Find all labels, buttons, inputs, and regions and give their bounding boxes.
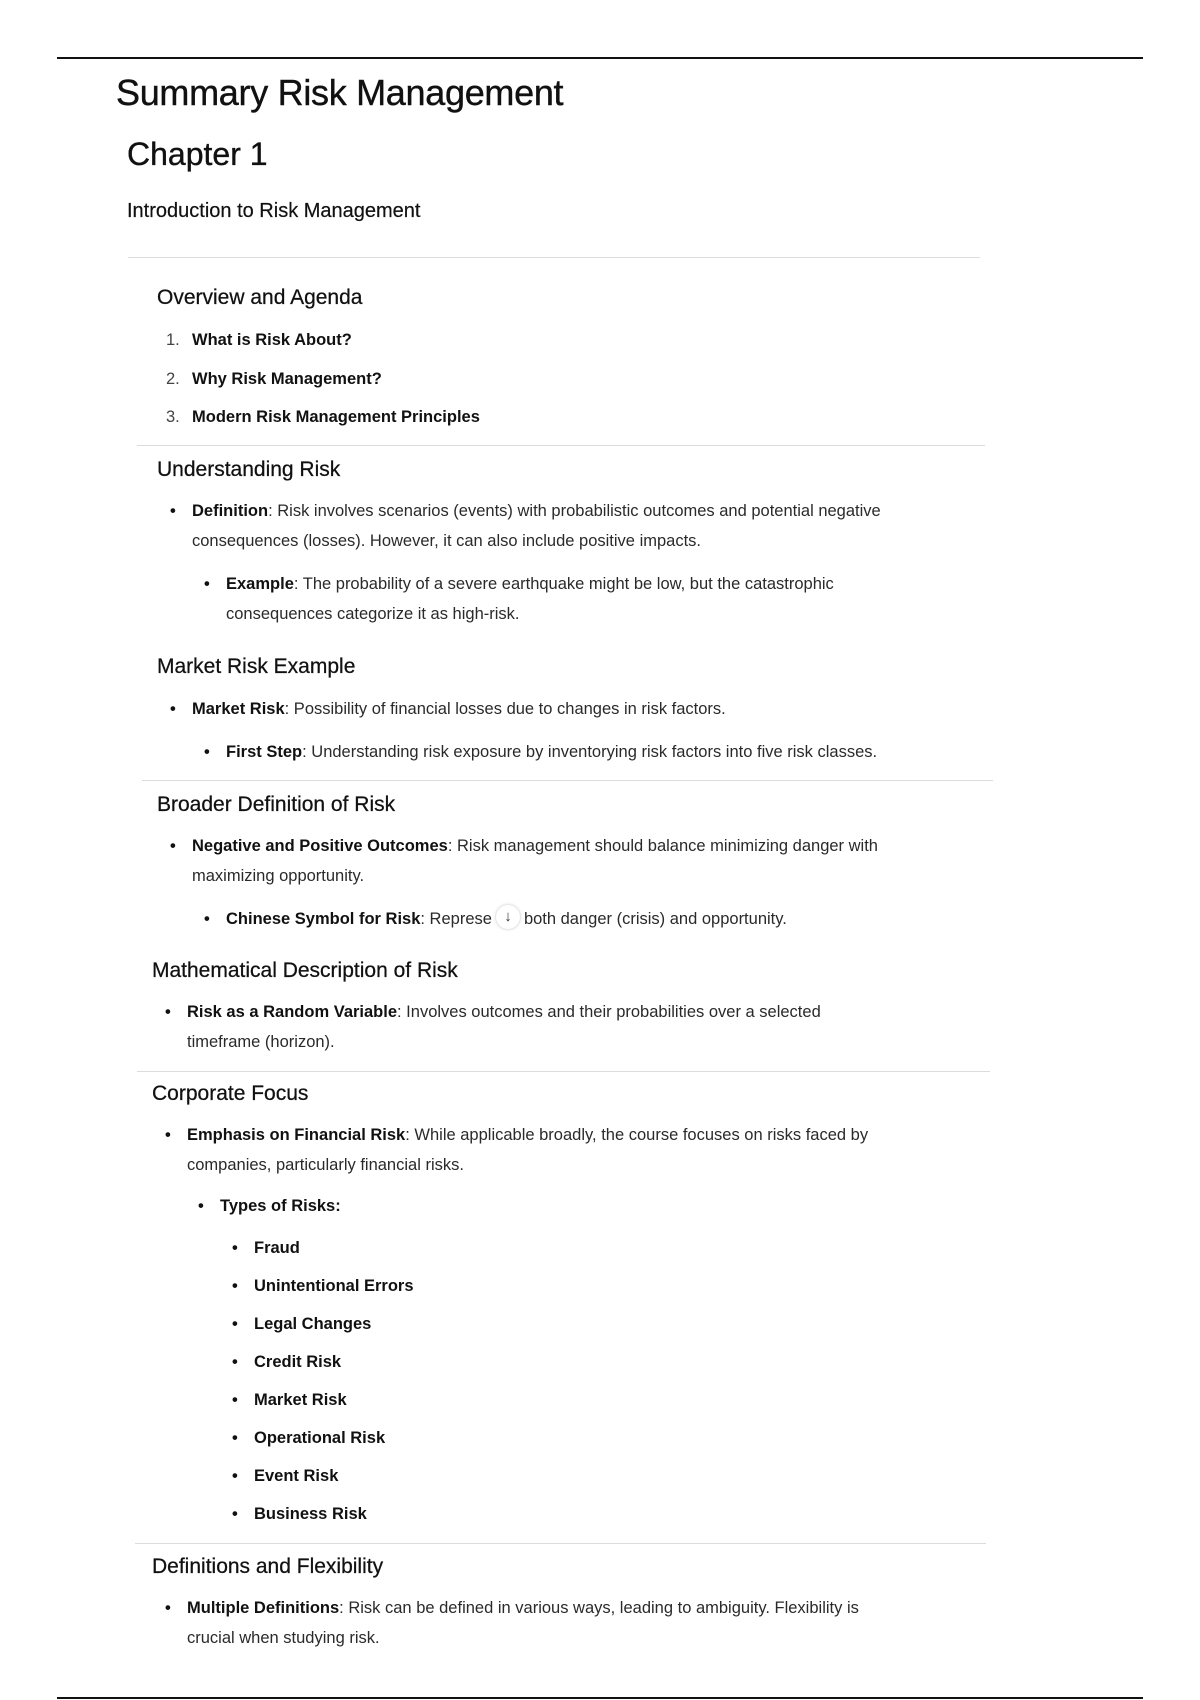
random-variable-bullet: [187, 997, 821, 1057]
chinese-symbol-label: Chinese Symbol for Risk: [226, 910, 421, 928]
definition-text-cont: consequences (losses). However, it can also include positive impacts.: [192, 532, 701, 550]
financial-risk-label: Emphasis on Financial Risk: [187, 1126, 406, 1144]
market-risk-label: Market Risk: [192, 700, 285, 718]
understanding-heading: Understanding Risk: [157, 458, 341, 481]
corporate-heading: Corporate Focus: [152, 1082, 309, 1105]
example-bullet: [226, 569, 834, 629]
agenda-text: What is Risk About?: [192, 331, 352, 349]
section-divider: [135, 1543, 986, 1544]
risk-type-item: [254, 1271, 414, 1301]
market-risk-bullet: [192, 694, 726, 724]
overview-heading: Overview and Agenda: [157, 286, 363, 309]
risk-type-item: [254, 1499, 367, 1529]
risk-type-label: Market Risk: [254, 1391, 347, 1409]
risk-type-item: [254, 1233, 300, 1263]
agenda-number: 2.: [166, 370, 180, 388]
first-step-bullet: [226, 737, 877, 767]
multiple-definitions-label: Multiple Definitions: [187, 1599, 340, 1617]
section-divider: [128, 257, 980, 258]
agenda-item: [166, 402, 480, 432]
outcomes-label: Negative and Positive Outcomes: [192, 837, 448, 855]
scroll-down-icon[interactable]: ↓: [496, 905, 520, 929]
financial-risk-text-cont: companies, particularly financial risks.: [187, 1156, 464, 1174]
outcomes-text: : Risk management should balance minimizing danger with: [447, 837, 878, 855]
bottom-rule: [57, 1697, 1143, 1699]
agenda-number: 1.: [166, 331, 180, 349]
agenda-text: Modern Risk Management Principles: [192, 408, 480, 426]
definitions-heading: Definitions and Flexibility: [152, 1555, 384, 1578]
example-label: Example: [226, 575, 294, 593]
random-variable-text-cont: timeframe (horizon).: [187, 1033, 335, 1051]
risk-type-label: Event Risk: [254, 1467, 339, 1485]
market-heading: Market Risk Example: [157, 655, 356, 678]
risk-type-label: Operational Risk: [254, 1429, 386, 1447]
definition-bullet: [192, 496, 881, 556]
agenda-item: [166, 364, 382, 394]
random-variable-label: Risk as a Random Variable: [187, 1003, 398, 1021]
chapter-heading: Chapter 1: [127, 136, 268, 172]
section-divider: [137, 445, 985, 446]
section-divider: [137, 1071, 990, 1072]
agenda-item: [166, 325, 352, 355]
risk-type-label: Business Risk: [254, 1505, 367, 1523]
definition-text: : Risk involves scenarios (events) with probabilistic outcomes and potential negative: [268, 502, 881, 520]
financial-risk-text: : While applicable broadly, the course focuses on risks faced by: [405, 1126, 869, 1144]
risk-type-item: [254, 1309, 371, 1339]
agenda-text: Why Risk Management?: [192, 370, 382, 388]
chinese-symbol-bullet: [226, 904, 787, 934]
chinese-symbol-text: : Represe: [420, 910, 492, 928]
risk-type-item: [254, 1423, 385, 1453]
broader-heading: Broader Definition of Risk: [157, 793, 396, 816]
multiple-definitions-bullet: [187, 1593, 859, 1653]
outcomes-bullet: [192, 831, 878, 891]
example-text: : The probability of a severe earthquake might be low, but the catastrophic: [293, 575, 834, 593]
section-divider: [142, 780, 993, 781]
mathematical-heading: Mathematical Description of Risk: [152, 959, 458, 982]
definition-label: Definition: [192, 502, 269, 520]
first-step-label: First Step: [226, 743, 303, 761]
risk-type-item: [254, 1385, 347, 1415]
agenda-number: 3.: [166, 408, 180, 426]
chinese-symbol-text-cont: both danger (crisis) and opportunity.: [523, 910, 787, 928]
risk-type-label: Fraud: [254, 1239, 300, 1257]
intro-heading: Introduction to Risk Management: [127, 200, 421, 222]
document-title: Summary Risk Management: [116, 72, 564, 113]
risk-type-item: [254, 1347, 341, 1377]
multiple-definitions-text-cont: crucial when studying risk.: [187, 1629, 380, 1647]
risk-type-label: Legal Changes: [254, 1315, 372, 1333]
outcomes-text-cont: maximizing opportunity.: [192, 867, 365, 885]
random-variable-text: : Involves outcomes and their probabilities over a selected: [397, 1003, 821, 1021]
risk-type-label: Unintentional Errors: [254, 1277, 414, 1295]
first-step-text: : Understanding risk exposure by inventorying risk factors into five risk classes.: [302, 743, 878, 761]
multiple-definitions-text: : Risk can be defined in various ways, leading to ambiguity. Flexibility is: [339, 1599, 859, 1617]
top-rule: [57, 57, 1143, 59]
types-of-risks-bullet: [220, 1191, 341, 1221]
market-risk-text: : Possibility of financial losses due to changes in risk factors.: [284, 700, 726, 718]
types-of-risks-label: Types of Risks:: [220, 1197, 341, 1215]
risk-type-label: Credit Risk: [254, 1353, 342, 1371]
risk-type-item: [254, 1461, 338, 1491]
example-text-cont: consequences categorize it as high-risk.: [226, 605, 520, 623]
financial-risk-bullet: [187, 1120, 868, 1180]
